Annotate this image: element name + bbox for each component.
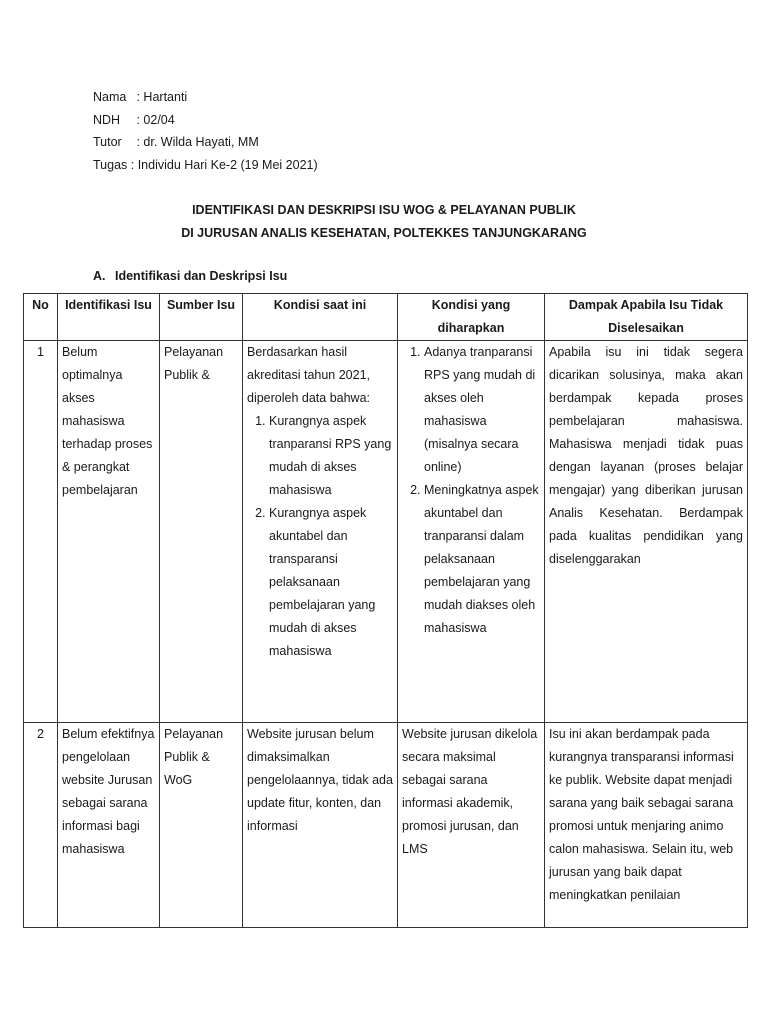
tutor-row	[93, 131, 318, 154]
row-1-kondisi	[243, 341, 398, 723]
tugas-row: Tugas : Individu Hari Ke-2 (19 Mei 2021)	[93, 157, 318, 172]
ndh-value: : 02/04	[136, 112, 175, 127]
row-1-harapan-list	[402, 341, 540, 640]
row-1-identifikasi: Belum optimalnya akses mahasiswa terhadap proses & perangkat pembelajaran	[58, 341, 160, 723]
row-2-identifikasi: Belum efektifnya pengelolaan website Jurusan sebagai sarana informasi bagi mahasiswa	[58, 723, 160, 928]
nama-label: Nama	[93, 90, 127, 104]
header-dampak: Dampak Apabila Isu Tidak Diselesaikan	[545, 294, 748, 341]
document-title-line-2: DI JURUSAN ANALIS KESEHATAN, POLTEKKES TANJUNGKARANG	[181, 226, 587, 240]
section-heading	[93, 269, 287, 283]
table-row	[24, 341, 748, 723]
ndh-row	[93, 109, 318, 132]
tutor-label: Tutor	[93, 135, 122, 149]
header-kondisi: Kondisi saat ini	[243, 294, 398, 341]
issue-table	[23, 293, 748, 928]
row-2-dampak: Isu ini akan berdampak pada kurangnya transparansi informasi ke publik. Website dapat menjadi sarana yang baik sebagai sarana promosi untuk menjaring animo calon mahasiswa. Selain itu, web jurusan yang baik dapat meningkatkan penilaian	[545, 723, 748, 928]
row-1-kondisi-intro: Berdasarkan hasil akreditasi tahun 2021, diperoleh data bahwa:	[247, 345, 371, 405]
row-2-harapan: Website jurusan dikelola secara maksimal sebagai sarana informasi akademik, promosi jurusan, dan LMS	[398, 723, 545, 928]
list-item: 2. Meningkatnya aspek akuntabel dan tranparansi dalam pelaksanaan pembelajaran yang mudah diakses oleh mahasiswa	[424, 479, 540, 640]
row-1-harapan	[398, 341, 545, 723]
nama-row	[93, 86, 318, 109]
row-1-kondisi-list	[247, 410, 393, 663]
list-item: 1. Kurangnya aspek tranparansi RPS yang mudah di akses mahasiswa	[269, 410, 393, 502]
nama-value: : Hartanti	[136, 90, 188, 104]
document-title-line-1: IDENTIFIKASI DAN DESKRIPSI ISU WOG & PELAYANAN PUBLIK	[192, 203, 576, 217]
row-1-no: 1	[24, 341, 58, 723]
tutor-value: : dr. Wilda Hayati, MM	[136, 135, 259, 149]
row-1-dampak: Apabila isu ini tidak segera dicarikan solusinya, maka akan berdampak kepada proses pembelajaran mahasiswa. Mahasiswa menjadi tidak puas dengan layanan (proses belajar mengajar) yang diberikan jurusan Analis Kesehatan. Berdampak pada kualitas pendidikan yang diselenggarakan	[545, 341, 748, 723]
section-letter: A.	[93, 269, 106, 283]
row-2-sumber: Pelayanan Publik & WoG	[160, 723, 243, 928]
table-header-row	[24, 294, 748, 341]
header-harapan: Kondisi yang diharapkan	[398, 294, 545, 341]
list-item: 1. Adanya tranparansi RPS yang mudah di akses oleh mahasiswa (misalnya secara online)	[424, 341, 540, 479]
ndh-label: NDH	[93, 112, 121, 127]
list-item: 2. Kurangnya aspek akuntabel dan transparansi pelaksanaan pembelajaran yang mudah di akses mahasiswa	[269, 502, 393, 663]
identity-block	[93, 86, 318, 176]
row-1-sumber: Pelayanan Publik &	[160, 341, 243, 723]
header-sumber: Sumber Isu	[160, 294, 243, 341]
section-label: Identifikasi dan Deskripsi Isu	[115, 269, 288, 283]
table-row	[24, 723, 748, 928]
row-2-kondisi: Website jurusan belum dimaksimalkan pengelolaannya, tidak ada update fitur, konten, dan informasi	[243, 723, 398, 928]
row-2-no: 2	[24, 723, 58, 928]
header-no: No	[24, 294, 58, 341]
header-identifikasi: Identifikasi Isu	[58, 294, 160, 341]
